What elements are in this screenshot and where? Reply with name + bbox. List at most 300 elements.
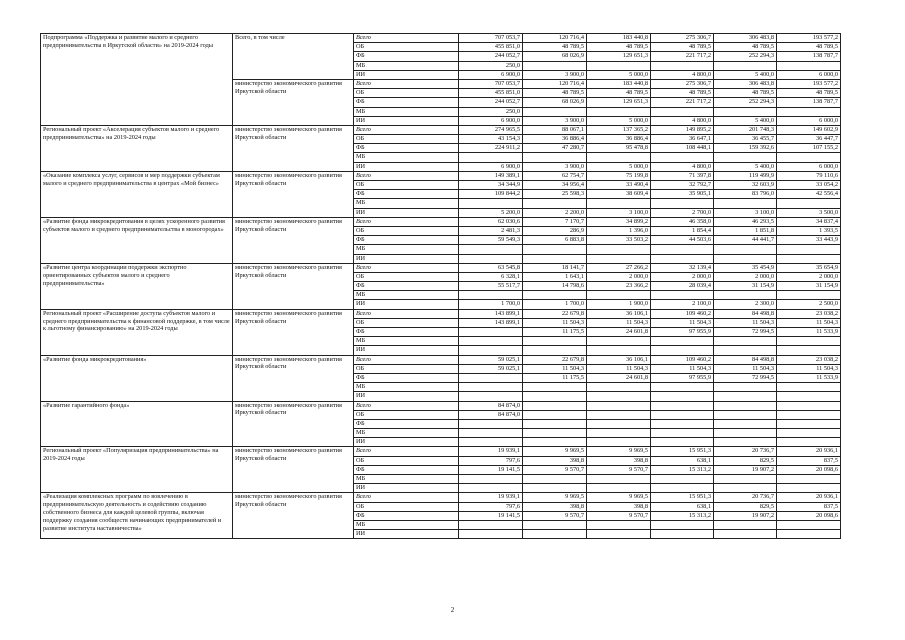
amount-cell: 11 504,3 [523, 318, 587, 327]
amount-cell [587, 291, 651, 300]
amount-cell: 6 000,0 [777, 116, 841, 125]
amount-cell: 1 854,4 [651, 226, 714, 235]
amount-cell: 20 736,7 [714, 493, 777, 502]
funding-source-cell: ИИ [354, 484, 459, 493]
amount-cell [651, 475, 714, 484]
amount-cell: 31 154,9 [714, 282, 777, 291]
amount-cell: 2 000,0 [777, 272, 841, 281]
amount-cell [777, 346, 841, 355]
amount-cell [587, 153, 651, 162]
amount-cell: 274 965,5 [459, 125, 523, 134]
amount-cell: 1 900,0 [587, 300, 651, 309]
amount-cell: 11 504,3 [587, 318, 651, 327]
amount-cell: 4 800,0 [651, 70, 714, 79]
amount-cell: 20 098,6 [777, 511, 841, 520]
funding-source-cell: Всего [354, 34, 459, 43]
amount-cell: 129 651,3 [587, 98, 651, 107]
funding-source-cell: МБ [354, 337, 459, 346]
amount-cell [523, 410, 587, 419]
amount-cell: 1 700,0 [459, 300, 523, 309]
amount-cell [714, 520, 777, 529]
funding-source-cell: ФБ [354, 282, 459, 291]
amount-cell: 11 504,3 [777, 364, 841, 373]
amount-cell [459, 484, 523, 493]
amount-cell: 9 969,5 [523, 493, 587, 502]
amount-cell: 23 038,2 [777, 355, 841, 364]
amount-cell [523, 419, 587, 428]
amount-cell: 9 570,7 [587, 465, 651, 474]
funding-source-cell: ФБ [354, 98, 459, 107]
amount-cell [714, 438, 777, 447]
amount-cell: 75 199,8 [587, 171, 651, 180]
amount-cell: 6 900,0 [459, 116, 523, 125]
amount-cell: 36 455,7 [714, 135, 777, 144]
amount-cell: 797,6 [459, 502, 523, 511]
amount-cell: 221 717,2 [651, 98, 714, 107]
amount-cell: 193 577,2 [777, 34, 841, 43]
amount-cell [459, 475, 523, 484]
amount-cell: 22 679,8 [523, 355, 587, 364]
amount-cell [651, 383, 714, 392]
funding-source-cell: ФБ [354, 373, 459, 382]
funding-source-cell: Всего [354, 401, 459, 410]
amount-cell: 9 969,5 [587, 447, 651, 456]
amount-cell: 71 397,8 [651, 171, 714, 180]
program-name-cell: Подпрограмма «Поддержка и развитие малого и среднего предпринимательства в Иркутской области» на 2019-2024 годы [41, 34, 233, 126]
funding-source-cell: ФБ [354, 236, 459, 245]
funding-source-cell: МБ [354, 520, 459, 529]
amount-cell [651, 199, 714, 208]
amount-cell [523, 107, 587, 116]
amount-cell [587, 337, 651, 346]
amount-cell: 109 460,2 [651, 355, 714, 364]
amount-cell [777, 153, 841, 162]
amount-cell: 5 000,0 [587, 116, 651, 125]
amount-cell [587, 419, 651, 428]
amount-cell: 108 448,1 [651, 144, 714, 153]
funding-source-cell: ОБ [354, 456, 459, 465]
amount-cell: 3 900,0 [523, 116, 587, 125]
amount-cell [714, 346, 777, 355]
amount-cell [777, 245, 841, 254]
amount-cell [459, 392, 523, 401]
amount-cell [714, 61, 777, 70]
amount-cell: 83 796,0 [714, 190, 777, 199]
amount-cell [587, 254, 651, 263]
amount-cell: 2 100,0 [651, 300, 714, 309]
funding-source-cell: МБ [354, 291, 459, 300]
amount-cell: 95 478,8 [587, 144, 651, 153]
amount-cell [651, 429, 714, 438]
table-row [41, 401, 841, 410]
amount-cell: 11 504,3 [714, 364, 777, 373]
funding-source-cell: Всего [354, 493, 459, 502]
funding-source-cell: МБ [354, 245, 459, 254]
amount-cell: 36 447,7 [777, 135, 841, 144]
amount-cell: 455 851,0 [459, 43, 523, 52]
amount-cell [459, 245, 523, 254]
amount-cell [459, 153, 523, 162]
amount-cell [714, 199, 777, 208]
amount-cell: 455 851,0 [459, 89, 523, 98]
amount-cell: 5 000,0 [587, 70, 651, 79]
funding-source-cell: Всего [354, 355, 459, 364]
amount-cell [651, 401, 714, 410]
amount-cell: 159 392,6 [714, 144, 777, 153]
amount-cell: 15 951,3 [651, 447, 714, 456]
amount-cell [651, 392, 714, 401]
amount-cell: 20 936,1 [777, 493, 841, 502]
amount-cell: 398,8 [587, 456, 651, 465]
amount-cell [523, 199, 587, 208]
amount-cell: 9 570,7 [523, 511, 587, 520]
amount-cell: 143 899,1 [459, 309, 523, 318]
amount-cell: 11 504,3 [777, 318, 841, 327]
amount-cell: 4 800,0 [651, 162, 714, 171]
amount-cell: 138 787,7 [777, 98, 841, 107]
amount-cell [587, 392, 651, 401]
amount-cell: 59 549,3 [459, 236, 523, 245]
executor-cell: министерство экономического развития Иркутской области [233, 171, 354, 217]
amount-cell: 11 504,3 [651, 364, 714, 373]
amount-cell [777, 337, 841, 346]
amount-cell: 11 533,9 [777, 373, 841, 382]
amount-cell: 24 601,8 [587, 328, 651, 337]
amount-cell [777, 429, 841, 438]
amount-cell: 48 789,5 [587, 43, 651, 52]
amount-cell: 48 789,5 [651, 43, 714, 52]
amount-cell: 62 030,6 [459, 217, 523, 226]
amount-cell [651, 419, 714, 428]
amount-cell [714, 392, 777, 401]
amount-cell: 20 736,7 [714, 447, 777, 456]
funding-source-cell: ИИ [354, 346, 459, 355]
funding-source-cell: Всего [354, 79, 459, 88]
amount-cell: 33 490,4 [587, 181, 651, 190]
amount-cell: 42 556,4 [777, 190, 841, 199]
amount-cell [777, 484, 841, 493]
funding-source-cell: МБ [354, 107, 459, 116]
amount-cell [651, 520, 714, 529]
executor-cell: министерство экономического развития Иркутской области [233, 309, 354, 355]
amount-cell [523, 530, 587, 539]
amount-cell: 97 955,9 [651, 373, 714, 382]
funding-source-cell: ОБ [354, 318, 459, 327]
amount-cell: 149 602,9 [777, 125, 841, 134]
amount-cell [523, 383, 587, 392]
amount-cell: 68 026,9 [523, 52, 587, 61]
amount-cell [523, 438, 587, 447]
amount-cell: 193 577,2 [777, 79, 841, 88]
executor-cell: Всего, в том числе [233, 34, 354, 80]
amount-cell: 55 517,7 [459, 282, 523, 291]
amount-cell: 28 039,4 [651, 282, 714, 291]
amount-cell: 109 844,2 [459, 190, 523, 199]
amount-cell: 15 313,2 [651, 465, 714, 474]
amount-cell: 109 460,2 [651, 309, 714, 318]
funding-source-cell: ИИ [354, 70, 459, 79]
amount-cell [714, 153, 777, 162]
amount-cell [523, 346, 587, 355]
funding-source-cell: ИИ [354, 392, 459, 401]
program-name-cell: «Реализация комплексных программ по вовлечению в предпринимательскую деятельность и содействию созданию собственного бизнеса для каждой целевой группы, включая поддержку создания сообществ начинающих предпринимателей и развитие института наставничества» [41, 493, 233, 539]
amount-cell [587, 346, 651, 355]
amount-cell: 14 798,6 [523, 282, 587, 291]
amount-cell: 20 936,1 [777, 447, 841, 456]
amount-cell [459, 337, 523, 346]
program-name-cell: Региональный проект «Популяризация предпринимательства» на 2019-2024 годы [41, 447, 233, 493]
amount-cell [459, 530, 523, 539]
amount-cell: 11 504,3 [651, 318, 714, 327]
amount-cell: 34 956,4 [523, 181, 587, 190]
amount-cell: 11 504,3 [714, 318, 777, 327]
amount-cell: 31 154,9 [777, 282, 841, 291]
amount-cell [651, 153, 714, 162]
amount-cell: 107 155,2 [777, 144, 841, 153]
amount-cell: 23 366,2 [587, 282, 651, 291]
amount-cell: 36 106,1 [587, 309, 651, 318]
amount-cell [587, 61, 651, 70]
amount-cell: 2 200,0 [523, 208, 587, 217]
amount-cell: 33 503,2 [587, 236, 651, 245]
amount-cell [714, 410, 777, 419]
amount-cell: 3 100,0 [587, 208, 651, 217]
amount-cell [459, 520, 523, 529]
amount-cell: 5 000,0 [587, 162, 651, 171]
amount-cell: 275 306,7 [651, 79, 714, 88]
funding-source-cell: ФБ [354, 419, 459, 428]
amount-cell: 48 789,5 [714, 89, 777, 98]
amount-cell: 707 053,7 [459, 79, 523, 88]
amount-cell [777, 401, 841, 410]
amount-cell: 6 900,0 [459, 70, 523, 79]
amount-cell: 48 789,5 [777, 43, 841, 52]
amount-cell [459, 328, 523, 337]
table-row [41, 34, 841, 43]
funding-source-cell: ОБ [354, 181, 459, 190]
amount-cell: 44 441,7 [714, 236, 777, 245]
funding-source-cell: ОБ [354, 226, 459, 235]
amount-cell [587, 438, 651, 447]
amount-cell [651, 337, 714, 346]
amount-cell: 1 643,1 [523, 272, 587, 281]
amount-cell [714, 245, 777, 254]
funding-source-cell: ОБ [354, 410, 459, 419]
funding-source-cell: ФБ [354, 190, 459, 199]
funding-source-cell: Всего [354, 171, 459, 180]
amount-cell [587, 520, 651, 529]
funding-source-cell: ОБ [354, 502, 459, 511]
amount-cell [587, 410, 651, 419]
amount-cell: 6 883,8 [523, 236, 587, 245]
amount-cell: 48 789,5 [714, 43, 777, 52]
amount-cell [651, 245, 714, 254]
amount-cell [523, 520, 587, 529]
amount-cell [651, 61, 714, 70]
funding-source-cell: ИИ [354, 208, 459, 217]
amount-cell: 5 400,0 [714, 162, 777, 171]
amount-cell: 707 053,7 [459, 34, 523, 43]
executor-cell: министерство экономического развития Иркутской области [233, 125, 354, 171]
amount-cell [587, 530, 651, 539]
amount-cell [523, 254, 587, 263]
amount-cell: 398,8 [523, 456, 587, 465]
amount-cell: 250,0 [459, 107, 523, 116]
amount-cell: 6 000,0 [777, 162, 841, 171]
amount-cell [777, 392, 841, 401]
amount-cell [523, 337, 587, 346]
funding-source-cell: ОБ [354, 43, 459, 52]
amount-cell: 11 504,3 [587, 364, 651, 373]
amount-cell: 221 717,2 [651, 52, 714, 61]
funding-source-cell: ИИ [354, 254, 459, 263]
funding-source-cell: ОБ [354, 89, 459, 98]
funding-source-cell: ИИ [354, 300, 459, 309]
amount-cell: 36 886,4 [587, 135, 651, 144]
amount-cell: 20 098,6 [777, 465, 841, 474]
amount-cell: 3 100,0 [714, 208, 777, 217]
amount-cell: 84 874,0 [459, 401, 523, 410]
amount-cell [587, 484, 651, 493]
table-row [41, 263, 841, 272]
amount-cell [714, 484, 777, 493]
amount-cell: 84 498,8 [714, 355, 777, 364]
amount-cell [714, 475, 777, 484]
amount-cell: 19 141,5 [459, 511, 523, 520]
amount-cell: 2 000,0 [587, 272, 651, 281]
amount-cell: 137 365,2 [587, 125, 651, 134]
amount-cell [777, 410, 841, 419]
amount-cell [459, 383, 523, 392]
amount-cell [777, 419, 841, 428]
amount-cell [459, 291, 523, 300]
amount-cell: 4 800,0 [651, 116, 714, 125]
page-number: 2 [450, 606, 455, 614]
amount-cell: 5 200,0 [459, 208, 523, 217]
amount-cell: 11 175,5 [523, 373, 587, 382]
amount-cell: 3 500,0 [777, 208, 841, 217]
amount-cell: 46 358,0 [651, 217, 714, 226]
amount-cell: 84 498,8 [714, 309, 777, 318]
amount-cell: 18 141,7 [523, 263, 587, 272]
funding-source-cell: ОБ [354, 272, 459, 281]
amount-cell: 22 679,8 [523, 309, 587, 318]
amount-cell: 2 000,0 [714, 272, 777, 281]
amount-cell [587, 401, 651, 410]
funding-source-cell: Всего [354, 309, 459, 318]
amount-cell: 34 344,9 [459, 181, 523, 190]
amount-cell [777, 520, 841, 529]
amount-cell [587, 429, 651, 438]
amount-cell [777, 530, 841, 539]
amount-cell: 33 443,9 [777, 236, 841, 245]
funding-source-cell: Всего [354, 125, 459, 134]
amount-cell: 72 994,5 [714, 373, 777, 382]
amount-cell: 48 789,5 [523, 89, 587, 98]
amount-cell: 36 106,1 [587, 355, 651, 364]
funding-source-cell: ФБ [354, 52, 459, 61]
amount-cell [651, 438, 714, 447]
amount-cell [459, 199, 523, 208]
amount-cell: 306 483,8 [714, 79, 777, 88]
amount-cell: 25 598,3 [523, 190, 587, 199]
amount-cell: 38 609,4 [587, 190, 651, 199]
program-name-cell: «Оказание комплекса услуг, сервисов и мер поддержки субъектам малого и среднего предпринимательства в центрах «Мой бизнес» [41, 171, 233, 217]
amount-cell [651, 346, 714, 355]
funding-source-cell: ИИ [354, 162, 459, 171]
amount-cell: 2 000,0 [651, 272, 714, 281]
funding-source-cell: МБ [354, 61, 459, 70]
amount-cell: 149 895,2 [651, 125, 714, 134]
amount-cell: 837,5 [777, 456, 841, 465]
amount-cell [777, 383, 841, 392]
amount-cell [651, 484, 714, 493]
amount-cell: 33 054,2 [777, 181, 841, 190]
amount-cell: 398,8 [587, 502, 651, 511]
amount-cell: 797,6 [459, 456, 523, 465]
amount-cell [777, 438, 841, 447]
amount-cell [587, 107, 651, 116]
amount-cell: 829,5 [714, 502, 777, 511]
amount-cell [459, 254, 523, 263]
table-row [41, 309, 841, 318]
amount-cell [651, 254, 714, 263]
amount-cell: 120 716,4 [523, 34, 587, 43]
amount-cell: 62 754,7 [523, 171, 587, 180]
amount-cell: 9 570,7 [587, 511, 651, 520]
amount-cell [714, 401, 777, 410]
executor-cell: министерство экономического развития Иркутской области [233, 401, 354, 447]
amount-cell [777, 475, 841, 484]
amount-cell: 244 052,7 [459, 52, 523, 61]
amount-cell: 119 499,9 [714, 171, 777, 180]
executor-cell: министерство экономического развития Иркутской области [233, 79, 354, 125]
amount-cell [459, 373, 523, 382]
amount-cell: 36 886,4 [523, 135, 587, 144]
funding-source-cell: ОБ [354, 135, 459, 144]
amount-cell: 47 280,7 [523, 144, 587, 153]
amount-cell [714, 419, 777, 428]
program-name-cell: Региональный проект «Расширение доступа субъектов малого и среднего предпринимательства к финансовой поддержке, в том числе к льготному финансированию» на 2019-2024 годы [41, 309, 233, 355]
amount-cell: 9 570,7 [523, 465, 587, 474]
funding-source-cell: ФБ [354, 465, 459, 474]
amount-cell: 48 789,5 [651, 89, 714, 98]
amount-cell [714, 383, 777, 392]
amount-cell: 286,9 [523, 226, 587, 235]
amount-cell: 3 900,0 [523, 70, 587, 79]
amount-cell: 2 481,3 [459, 226, 523, 235]
amount-cell [714, 254, 777, 263]
amount-cell: 68 026,9 [523, 98, 587, 107]
executor-cell: министерство экономического развития Иркутской области [233, 263, 354, 309]
table-row [41, 217, 841, 226]
amount-cell: 15 951,3 [651, 493, 714, 502]
funding-source-cell: Всего [354, 263, 459, 272]
budget-table-body [41, 34, 841, 539]
amount-cell: 19 939,1 [459, 447, 523, 456]
amount-cell [714, 530, 777, 539]
amount-cell: 6 000,0 [777, 70, 841, 79]
amount-cell [523, 475, 587, 484]
amount-cell [651, 107, 714, 116]
amount-cell: 79 110,6 [777, 171, 841, 180]
amount-cell: 7 170,7 [523, 217, 587, 226]
amount-cell: 244 052,7 [459, 98, 523, 107]
amount-cell: 250,0 [459, 61, 523, 70]
amount-cell: 19 141,5 [459, 465, 523, 474]
amount-cell: 9 969,5 [587, 493, 651, 502]
amount-cell: 97 955,9 [651, 328, 714, 337]
